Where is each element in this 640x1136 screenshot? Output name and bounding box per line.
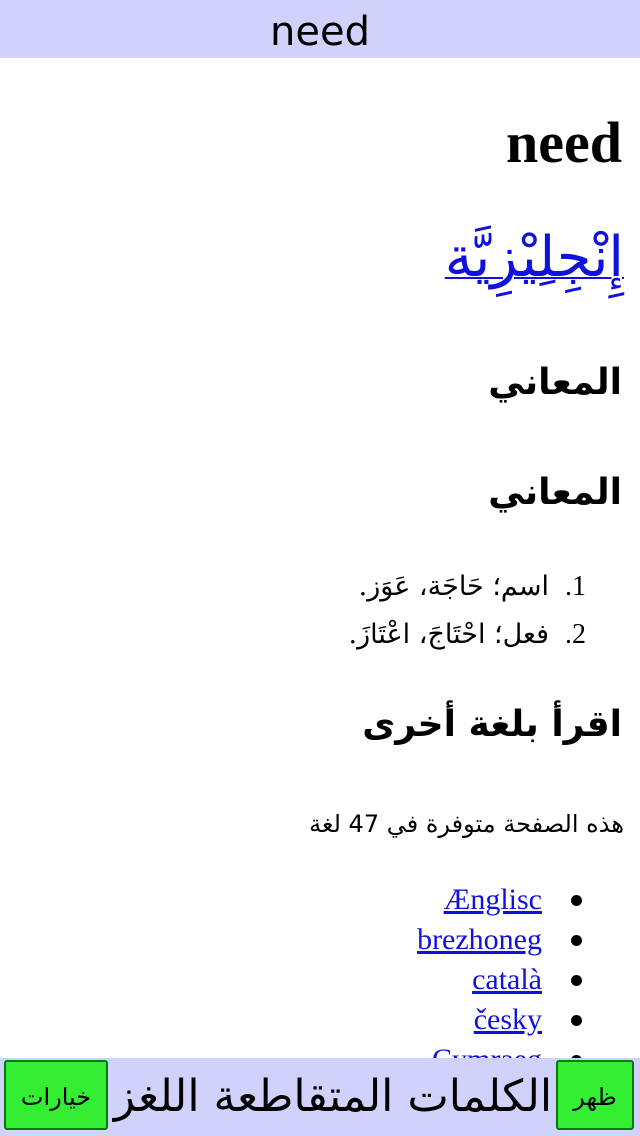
meaning-item — [349, 611, 586, 659]
meaning-item — [349, 563, 586, 611]
meaning-text: فعل؛ احْتَاجَ، اعْتَازَ. — [348, 619, 549, 650]
options-button[interactable]: خيارات — [4, 1060, 108, 1130]
meanings-heading: المعاني — [488, 362, 622, 403]
show-button[interactable]: ظهر — [556, 1060, 634, 1130]
availability-text: هذه الصفحة متوفرة في 47 لغة — [309, 810, 624, 838]
bottom-bar — [0, 1058, 640, 1136]
article-content[interactable] — [0, 58, 640, 1058]
language-link-item[interactable]: česky — [473, 1003, 542, 1036]
language-list — [417, 880, 582, 1080]
language-link-item[interactable]: Ænglisc — [443, 883, 542, 916]
meanings-subheading: المعاني — [488, 472, 622, 513]
meaning-number: 1. — [565, 571, 586, 602]
crossword-title: الكلمات المتقاطعة اللغز — [113, 1071, 553, 1122]
language-list-item — [417, 960, 582, 1000]
language-list-item — [417, 880, 582, 920]
word-heading: need — [506, 110, 622, 175]
other-language-heading: اقرأ بلغة أخرى — [362, 704, 622, 745]
page-title: need — [270, 9, 370, 55]
meanings-list — [349, 563, 586, 659]
language-link-item[interactable]: brezhoneg — [417, 923, 542, 956]
meaning-text: اسم؛ حَاجَة، عَوَز. — [358, 571, 549, 602]
language-list-item — [417, 1000, 582, 1040]
meaning-number: 2. — [565, 619, 586, 650]
language-link-item[interactable]: català — [472, 963, 542, 996]
language-link[interactable]: إِنْجِلِيْزِيَّة — [444, 225, 624, 290]
title-bar — [0, 0, 640, 58]
language-list-item — [417, 920, 582, 960]
